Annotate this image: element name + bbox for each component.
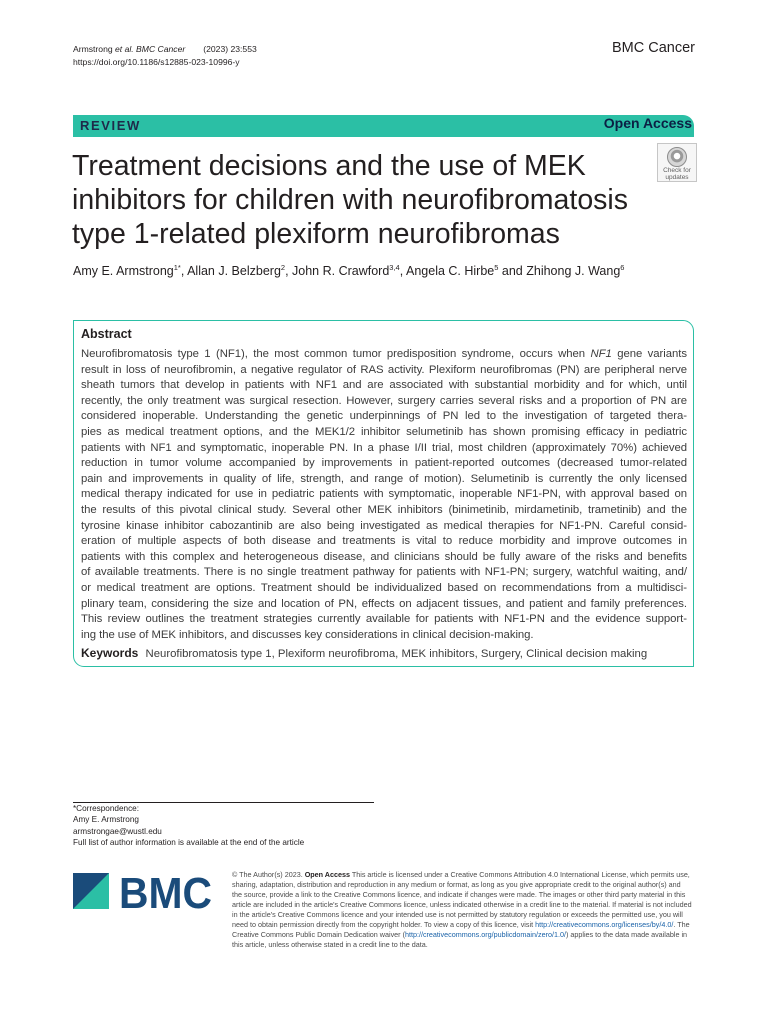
abstract-line: considered inoperable. Understanding the genetic underpinnings of PN led to the investigation of targeted thera-	[81, 410, 687, 423]
abstract-line: of available treatments. There is no single treatment pathway for patients with NF1-PN; surgery, watchful waiting, and/	[81, 566, 687, 579]
author-name[interactable]: Zhihong J. Wang	[526, 264, 621, 279]
author-name[interactable]: Allan J. Belzberg	[187, 264, 281, 279]
abstract-line: patients with this complex and heterogeneous disease, and clinicians should be fully aware of the risks and benefits	[81, 550, 687, 563]
author-info-note: Full list of author information is available at the end of the article	[73, 837, 305, 847]
author-separator: and	[498, 264, 527, 279]
license-text: © The Author(s) 2023. Open Access This article is licensed under a Creative Commons Attribution 4.0 International License, which permits use, sharing, adaptation, distribution and reproduction in any medium or format, as long as you give appropriate credit to the original author(s) and the source, provide a link to the Creative Commons licence, and indicate if changes were made. The images or other third party material in this article are included in the article's Creative Commons licence, unless indicated otherwise in a credit line to the material. If material is not included in the article's Creative Commons licence and your intended use is not permitted by statutory regulation or exceeds the permitted use, you will need to obtain permission directly from the copyright holder. To view a copy of this licence, visit http://creativecommons.org/licenses/by/4.0/. The Creative Commons Public Domain Dedication waiver (http://creativecommons.org/publicdomain/zero/1.0/) applies to the data made available in this article, unless otherwise stated in a credit line to the data.	[232, 870, 692, 949]
citation-header	[73, 43, 257, 69]
bmc-logo-text: BMC	[119, 870, 212, 912]
abstract-line: patients with NF1 and symptomatic, inoperable PN. In a phase I/II trial, most children (approximately 70%) achieved	[81, 441, 687, 454]
author-list	[73, 263, 624, 278]
correspondence-email[interactable]: armstrongae@wustl.edu	[73, 826, 162, 836]
correspondence-name: Amy E. Armstrong	[73, 815, 139, 825]
author-affiliation-marker: 3,4	[389, 263, 400, 272]
check-updates-label: Check for updates	[663, 167, 691, 181]
abstract-text	[81, 347, 687, 643]
abstract-line: the results of this pivotal clinical study. Several other MEK inhibitors (binimetinib, mirdametinib, trametinib) and the	[81, 503, 687, 516]
citation-authors: Armstrong	[73, 44, 116, 54]
abstract-line: This review outlines the treatment strategies currently available for patients with NF1-PN and the evidence support-	[81, 613, 687, 626]
open-access-label: Open Access	[603, 115, 692, 131]
check-updates-icon	[667, 147, 687, 167]
section-label: REVIEW	[80, 118, 141, 133]
abstract-line: plinary team, considering the size and location of PN, effects on adjacent tissues, and patient and family preferences.	[81, 597, 687, 610]
author-affiliation-marker: 6	[620, 263, 625, 272]
author-separator: ,	[180, 264, 188, 279]
abstract-line: pies as medical treatment options, and the MEK1/2 inhibitor selumetinib has shown promising efficacy in pediatric	[81, 425, 687, 438]
correspondence-label: *Correspondence:	[73, 804, 139, 813]
abstract-line: ing the use of MEK inhibitors, and discusses key considerations in clinical decision-making.	[81, 628, 534, 641]
author-name[interactable]: Angela C. Hirbe	[406, 264, 495, 279]
keywords-line	[81, 646, 647, 660]
check-for-updates-button[interactable]	[657, 143, 697, 182]
author-affiliation-marker: 2	[280, 263, 286, 272]
abstract-line: sheath tumors that develop in patients with NF1 and are associated with substantial morbidity and for which, until	[81, 379, 687, 392]
open-access-inline: Open Access	[304, 870, 350, 879]
author-name[interactable]: John R. Crawford	[292, 264, 390, 279]
cc-by-link[interactable]: http://creativecommons.org/licenses/by/4.0/	[535, 919, 674, 929]
author-separator: ,	[399, 264, 406, 279]
doi-link[interactable]: https://doi.org/10.1186/s12885-023-10996-y	[73, 57, 240, 67]
abstract-line: eration of multiple aspects of both disease and treatments is vital to reduce morbidity and improve outcomes in	[81, 535, 687, 548]
section-band	[73, 115, 694, 137]
author-separator: ,	[285, 264, 293, 279]
journal-name: BMC Cancer	[612, 40, 695, 56]
citation-journal: et al. BMC Cancer	[115, 44, 186, 54]
citation-year: (2023) 23:553	[203, 44, 257, 54]
article-title: Treatment decisions and the use of MEK inhibitors for children with neurofibromatosis type 1-related plexiform neurofibromas	[72, 150, 629, 250]
abstract-line: Neurofibromatosis type 1 (NF1), the most common tumor predisposition syndrome, occurs when NF1 gene variants	[81, 348, 687, 360]
abstract-line: recently, the only treatment was surgical resection. However, surgery carries several risks and a proportion of PN are	[81, 394, 687, 407]
abstract-line: or medical treatment are options. Treatment should be individualized based on recommendations from a multidisci-	[81, 581, 687, 594]
author-affiliation-marker: 1*	[173, 263, 181, 272]
abstract-line: result in loss of neurofibromin, a negative regulator of RAS activity. Plexiform neurofibromas (PN) are peripheral nerve	[81, 363, 687, 376]
keywords-text: Neurofibromatosis type 1, Plexiform neurofibroma, MEK inhibitors, Surgery, Clinical decision making	[145, 648, 648, 660]
abstract-line: reduction in tumor volume accompanied by improvements in patient-reported outcomes (decreased tumor-related	[81, 457, 687, 470]
abstract-line: medical therapy indicated for use in pediatric patients with symptomatic, inoperable NF1-PN, with approval based on	[81, 488, 687, 501]
cc-zero-link[interactable]: http://creativecommons.org/publicdomain/zero/1.0/	[404, 929, 566, 939]
bmc-logo	[73, 870, 213, 912]
author-name[interactable]: Amy E. Armstrong	[73, 264, 174, 279]
keywords-label: Keywords	[81, 646, 139, 660]
abstract-line: pain and improvements in quality of life, strength, and range of motion). Selumetinib is currently the only licensed	[81, 472, 687, 485]
author-affiliation-marker: 5	[494, 263, 499, 272]
correspondence-footnote	[73, 803, 304, 848]
abstract-line: tyrosine kinase inhibitor cabozantinib are also being investigated as medical therapies for NF1-PN. Careful consid-	[81, 519, 687, 532]
abstract-heading: Abstract	[81, 327, 132, 341]
